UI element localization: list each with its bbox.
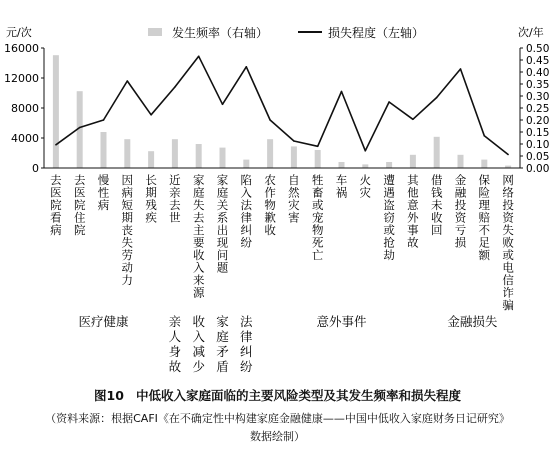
left-axis-tick-label: 4000: [11, 132, 39, 145]
loss-line: [55, 55, 509, 155]
category-label: 牲畜或宠物死亡: [311, 173, 324, 262]
category-label: 其他意外事故: [407, 173, 419, 250]
frequency-bar: [196, 144, 202, 168]
figure-source-line-2: 数据绘制）: [250, 430, 305, 443]
figure-number: 图10: [94, 388, 124, 403]
loss-point: [341, 91, 343, 93]
loss-point: [269, 119, 271, 121]
group-label: 收入减少: [192, 314, 205, 374]
category-label: 去医院住院: [73, 173, 86, 237]
loss-point: [246, 66, 248, 68]
category-label: 车祸: [335, 173, 348, 200]
right-axis-tick-label: 0.25: [526, 103, 550, 115]
frequency-bar: [458, 155, 464, 168]
loss-point: [293, 140, 295, 142]
frequency-bar: [434, 137, 440, 168]
frequency-bars: [53, 55, 511, 168]
right-axis-tick-label: 0.00: [526, 163, 550, 175]
loss-point: [222, 103, 224, 105]
loss-point: [507, 154, 509, 156]
loss-point: [388, 101, 390, 103]
right-axis-tick-label: 0.40: [526, 67, 550, 79]
frequency-bar: [53, 55, 59, 168]
category-label: 遭遇盗窃或抢劫: [383, 173, 395, 262]
group-label: 家庭矛盾: [216, 314, 229, 374]
group-label: 意外事件: [316, 314, 367, 329]
frequency-bar: [124, 139, 130, 168]
left-axis-tick-label: 12000: [4, 72, 39, 85]
category-label: 自然灾害: [288, 173, 300, 225]
category-labels: [50, 173, 514, 312]
frequency-bar: [291, 146, 297, 168]
category-label: 陷入法律纠纷: [240, 173, 253, 250]
frequency-bar: [101, 132, 107, 168]
category-label: 家庭失去主要收入来源: [192, 173, 205, 300]
left-axis-tick-label: 8000: [11, 102, 39, 115]
category-label: 长期残疾: [145, 173, 157, 225]
figure-caption: [0, 386, 555, 404]
loss-point: [150, 114, 152, 116]
category-label: 近亲去世: [169, 173, 181, 225]
loss-point: [127, 80, 129, 82]
frequency-bar: [267, 139, 273, 168]
category-label: 网络投资失败或电信诈骗: [502, 173, 514, 312]
figure-source-line-1: （资料来源：根据CAFI《在不确定性中构建家庭金融健康——中国中低收入家庭财务日记研究》: [45, 412, 510, 425]
figure-title: 中低收入家庭面临的主要风险类型及其发生频率和损失程度: [135, 388, 461, 403]
right-axis-tick-label: 0.50: [526, 43, 550, 55]
category-label: 金融投资亏损: [454, 173, 467, 250]
right-axis-unit: 次/年: [518, 26, 544, 39]
legend-line-label: 损失程度（左轴）: [328, 26, 425, 40]
loss-line-path: [56, 56, 508, 154]
frequency-bar: [220, 148, 226, 168]
category-label: 农作物歉收: [264, 173, 276, 237]
category-label: 火灾: [359, 173, 372, 200]
right-axis-tick-label: 0.45: [526, 55, 550, 67]
category-label: 借钱未收回: [430, 173, 443, 237]
right-axis-tick-label: 0.20: [526, 115, 550, 127]
frequency-bar: [148, 151, 154, 168]
group-label: 金融损失: [447, 314, 498, 329]
left-axis-tick-label: 0: [32, 162, 39, 175]
loss-point: [174, 86, 176, 88]
category-label: 去医院看病: [50, 173, 62, 237]
category-label: 保险理赔不足额: [478, 173, 491, 262]
frequency-bar: [339, 162, 345, 168]
chart-axes: [4, 25, 549, 175]
frequency-bar: [243, 160, 249, 168]
frequency-bar: [315, 150, 321, 168]
loss-point: [55, 144, 57, 146]
loss-point: [412, 118, 414, 120]
group-label: 亲人身故: [168, 314, 182, 374]
frequency-bar: [386, 162, 392, 168]
category-label: 因病短期丧失劳动力: [121, 173, 134, 287]
loss-point: [460, 68, 462, 70]
right-axis-tick-label: 0.05: [526, 151, 550, 163]
category-label: 慢性病: [97, 173, 110, 212]
loss-point: [484, 135, 486, 137]
frequency-bar: [410, 155, 416, 168]
loss-point: [436, 97, 438, 99]
right-axis-tick-label: 0.35: [526, 79, 550, 91]
group-labels: [78, 314, 497, 374]
chart-legend: [148, 25, 424, 40]
left-axis-tick-label: 16000: [4, 42, 39, 55]
frequency-bar: [481, 160, 487, 168]
loss-point: [365, 150, 367, 152]
left-axis-unit: 元/次: [6, 26, 32, 39]
loss-point: [317, 145, 319, 147]
right-axis-tick-label: 0.10: [526, 139, 550, 151]
loss-point: [79, 127, 81, 129]
right-axis-tick-label: 0.30: [526, 91, 550, 103]
group-label: 法律纠纷: [240, 314, 253, 374]
frequency-bar: [172, 139, 178, 168]
legend-bar-swatch: [148, 28, 162, 36]
loss-point: [103, 119, 105, 121]
frequency-bar: [362, 164, 368, 168]
category-label: 家庭关系出现问题: [216, 173, 229, 275]
legend-bar-label: 发生频率（右轴）: [172, 26, 269, 40]
loss-point: [198, 55, 200, 57]
group-label: 医疗健康: [78, 314, 129, 329]
right-axis-tick-label: 0.15: [526, 127, 550, 139]
